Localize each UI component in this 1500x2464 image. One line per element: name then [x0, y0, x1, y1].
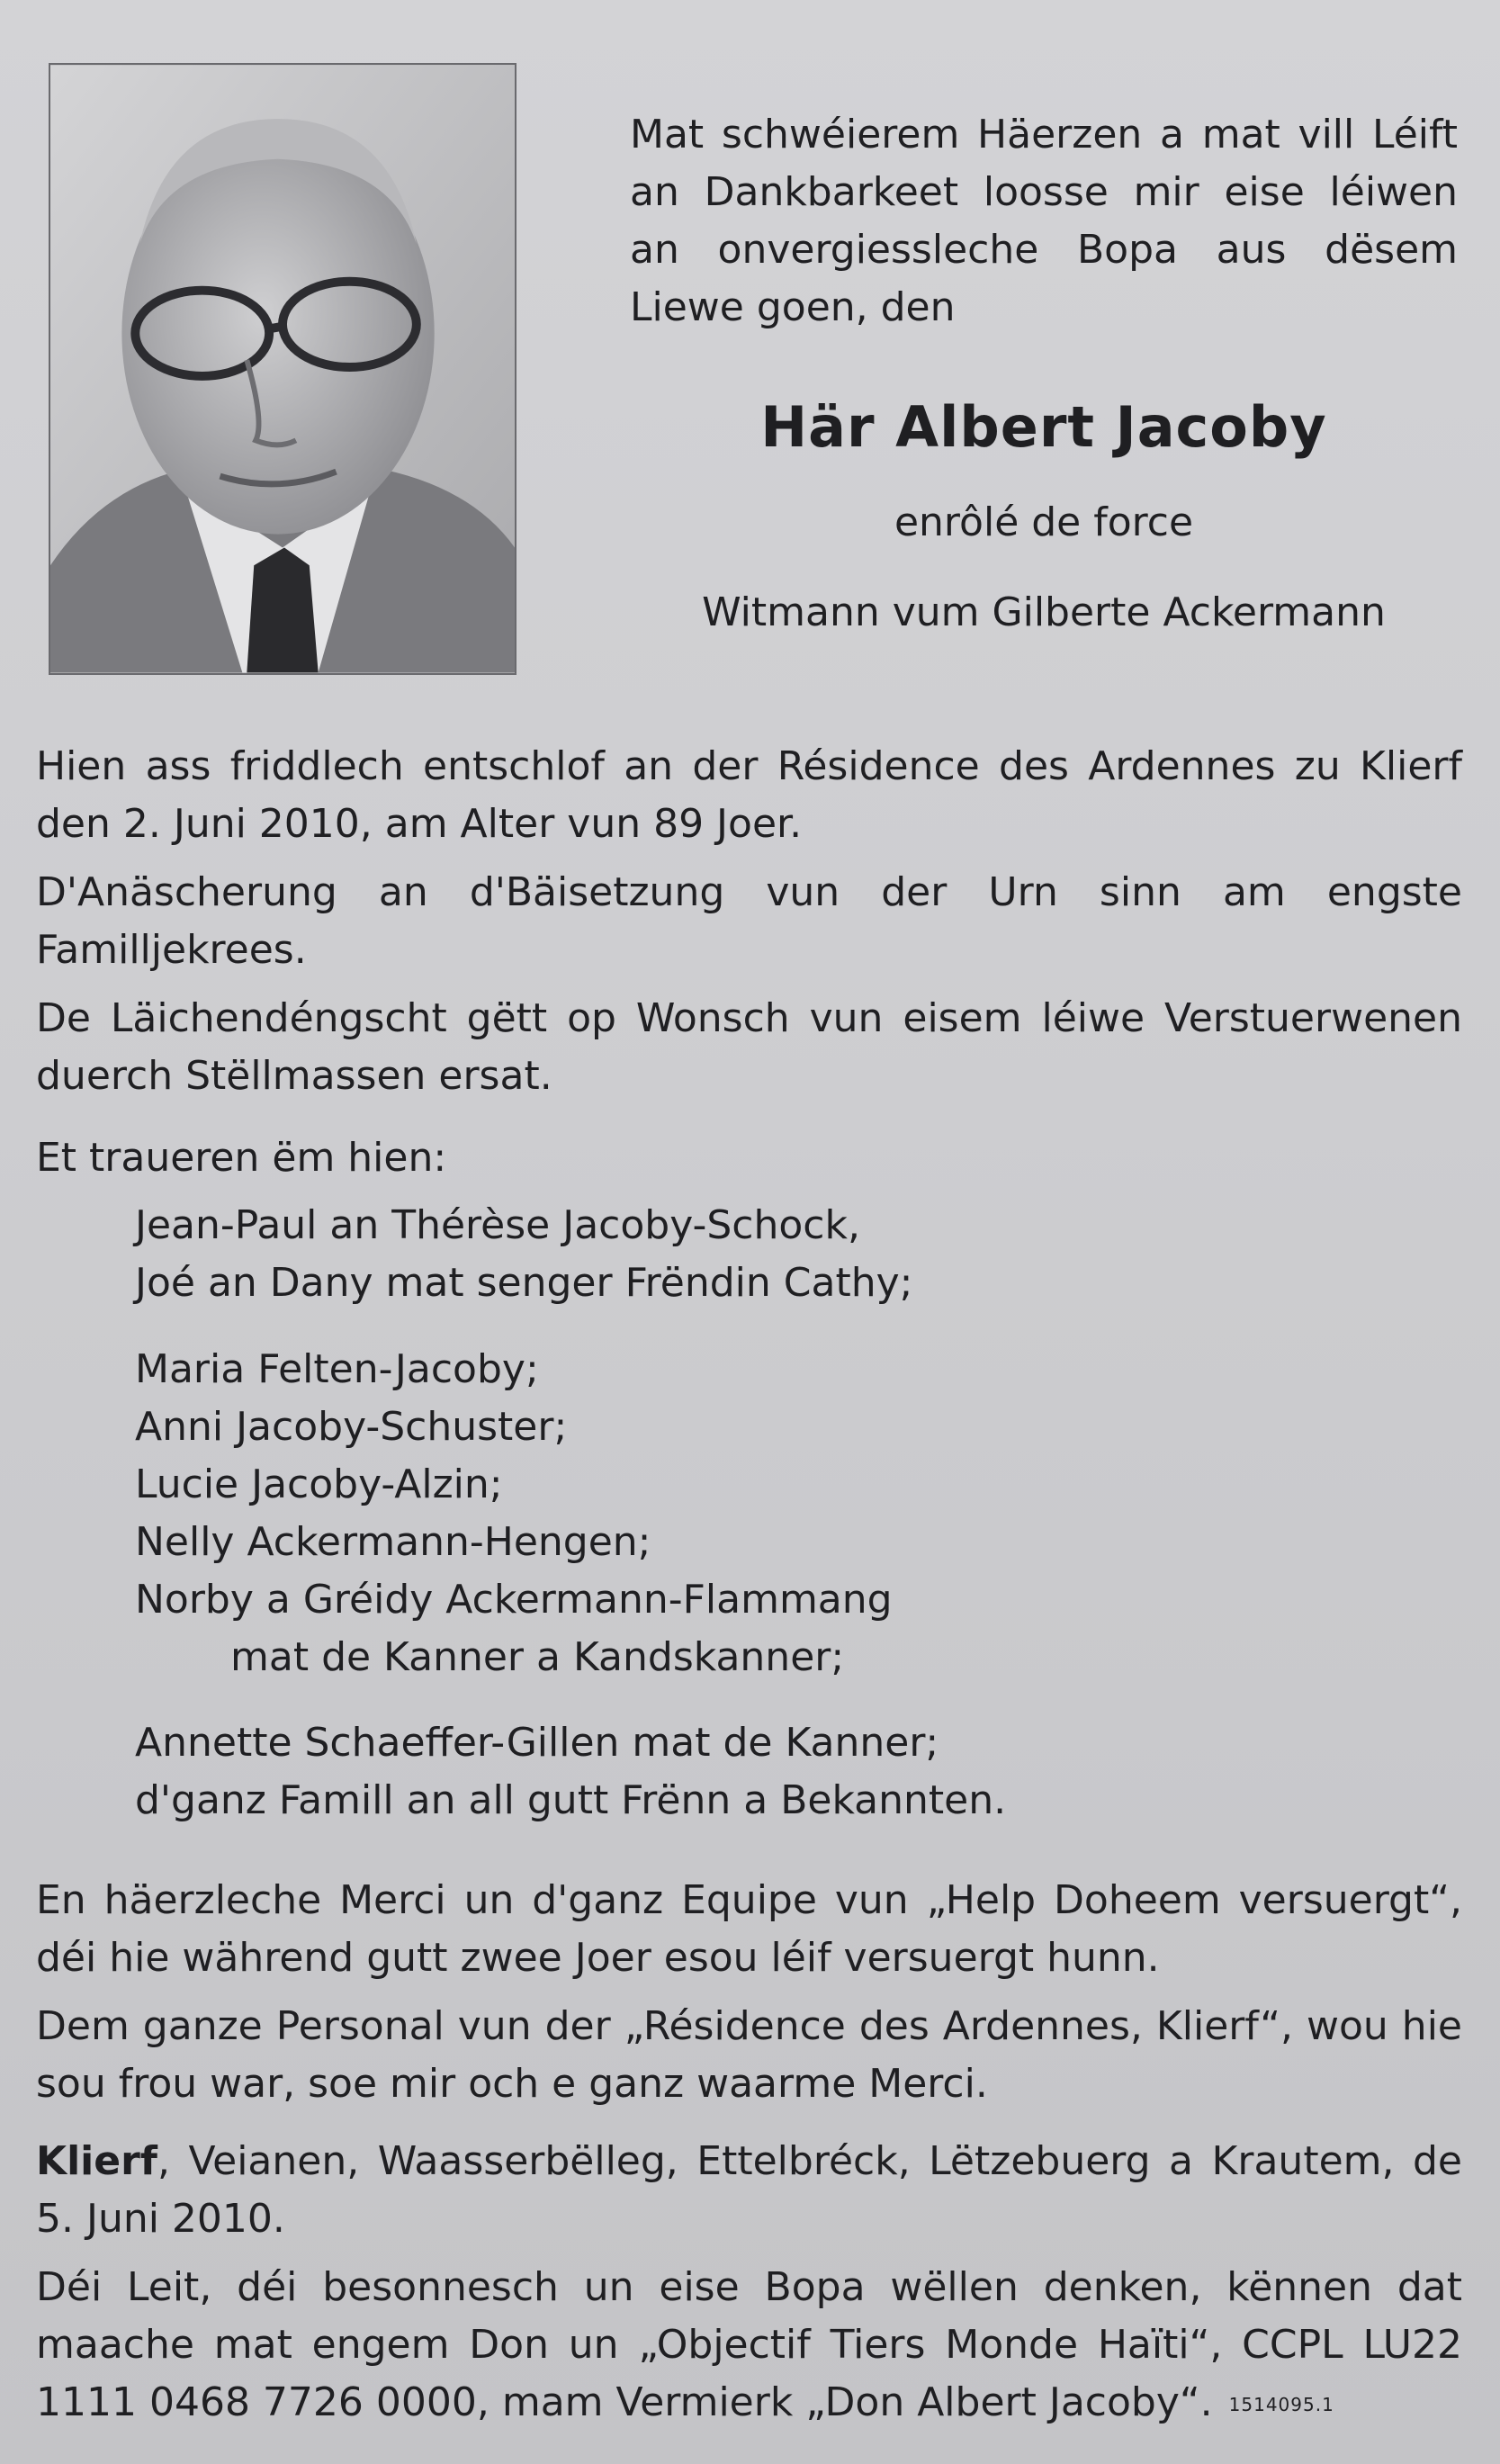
thanks-help-doheem: En häerzleche Merci un d'ganz Equipe vun „Help Doheem versuergt“, déi hie während gutt zwee Joer esou léif versuergt hunn. — [36, 1877, 1462, 1981]
mourner-line: Nelly Ackermann-Hengen; — [135, 1519, 651, 1565]
mourners-group-1 — [135, 1197, 1440, 1312]
thanks-residence: Dem ganze Personal vun der „Résidence des Ardennes, Klierf“, wou hie sou frou war, soe mir och e ganz waarme Merci. — [36, 2003, 1462, 2107]
reference-number: 1514095.1 — [1228, 2394, 1334, 2415]
portrait-image — [50, 65, 515, 673]
donation-text — [36, 2259, 1462, 2433]
mourners-intro: Et traueren ëm hien: — [36, 1135, 447, 1181]
subtitle: enrôlé de force — [894, 499, 1194, 545]
mourner-line: Norby a Gréidy Ackermann-Flammang — [135, 1577, 893, 1623]
mourner-line: Jean-Paul an Thérèse Jacoby-Schock, — [135, 1202, 860, 1248]
mourner-line-indented: mat de Kanner a Kandskanner; — [230, 1634, 845, 1680]
intro-text: Mat schwéierem Häerzen a mat vill Léift an Dankbarkeet loosse mir eise léiwen an onvergiessleche Bopa aus dësem Liewe goen, den — [630, 112, 1458, 330]
paragraph-service: De Läichendéngscht gëtt op Wonsch vun eisem léiwe Verstuerwenen duerch Stëllmassen ersat. — [36, 995, 1462, 1099]
mourner-line: Annette Schaeffer-Gillen mat de Kanner; — [135, 1720, 939, 1766]
mourner-line: Joé an Dany mat senger Frëndin Cathy; — [135, 1260, 913, 1306]
paragraph-passing: Hien ass friddlech entschlof an der Résidence des Ardennes zu Klierf den 2. Juni 2010, am Alter vun 89 Joer. — [36, 743, 1462, 847]
portrait-photo — [49, 63, 516, 675]
place-date-rest: , Veianen, Waasserbëlleg, Ettelbréck, Lëtzebuerg a Krautem, de 5. Juni 2010. — [36, 2138, 1462, 2242]
place-name: Klierf — [36, 2138, 157, 2184]
mourners-group-3 — [135, 1714, 1440, 1830]
paragraph-cremation: D'Anäscherung an d'Bäisetzung vun der Urn sinn am engste Familljekrees. — [36, 869, 1462, 973]
mourner-line: d'ganz Famill an all gutt Frënn a Bekannten. — [135, 1777, 1007, 1823]
mourner-line: Anni Jacoby-Schuster; — [135, 1404, 568, 1450]
donation-body: Déi Leit, déi besonnesch un eise Bopa wëllen denken, kënnen dat maache mat engem Don un „Objectif Tiers Monde Haïti“, CCPL LU22 1111 0468 7726 0000, mam Vermierk „Don Albert Jacoby“. — [36, 2264, 1462, 2425]
mourner-line: Maria Felten-Jacoby; — [135, 1346, 539, 1392]
mourners-group-2 — [135, 1341, 1440, 1686]
mourner-line: Lucie Jacoby-Alzin; — [135, 1461, 503, 1507]
deceased-name: Här Albert Jacoby — [760, 394, 1327, 460]
widower-line: Witmann vum Gilberte Ackermann — [702, 589, 1386, 635]
place-date — [36, 2133, 1462, 2248]
